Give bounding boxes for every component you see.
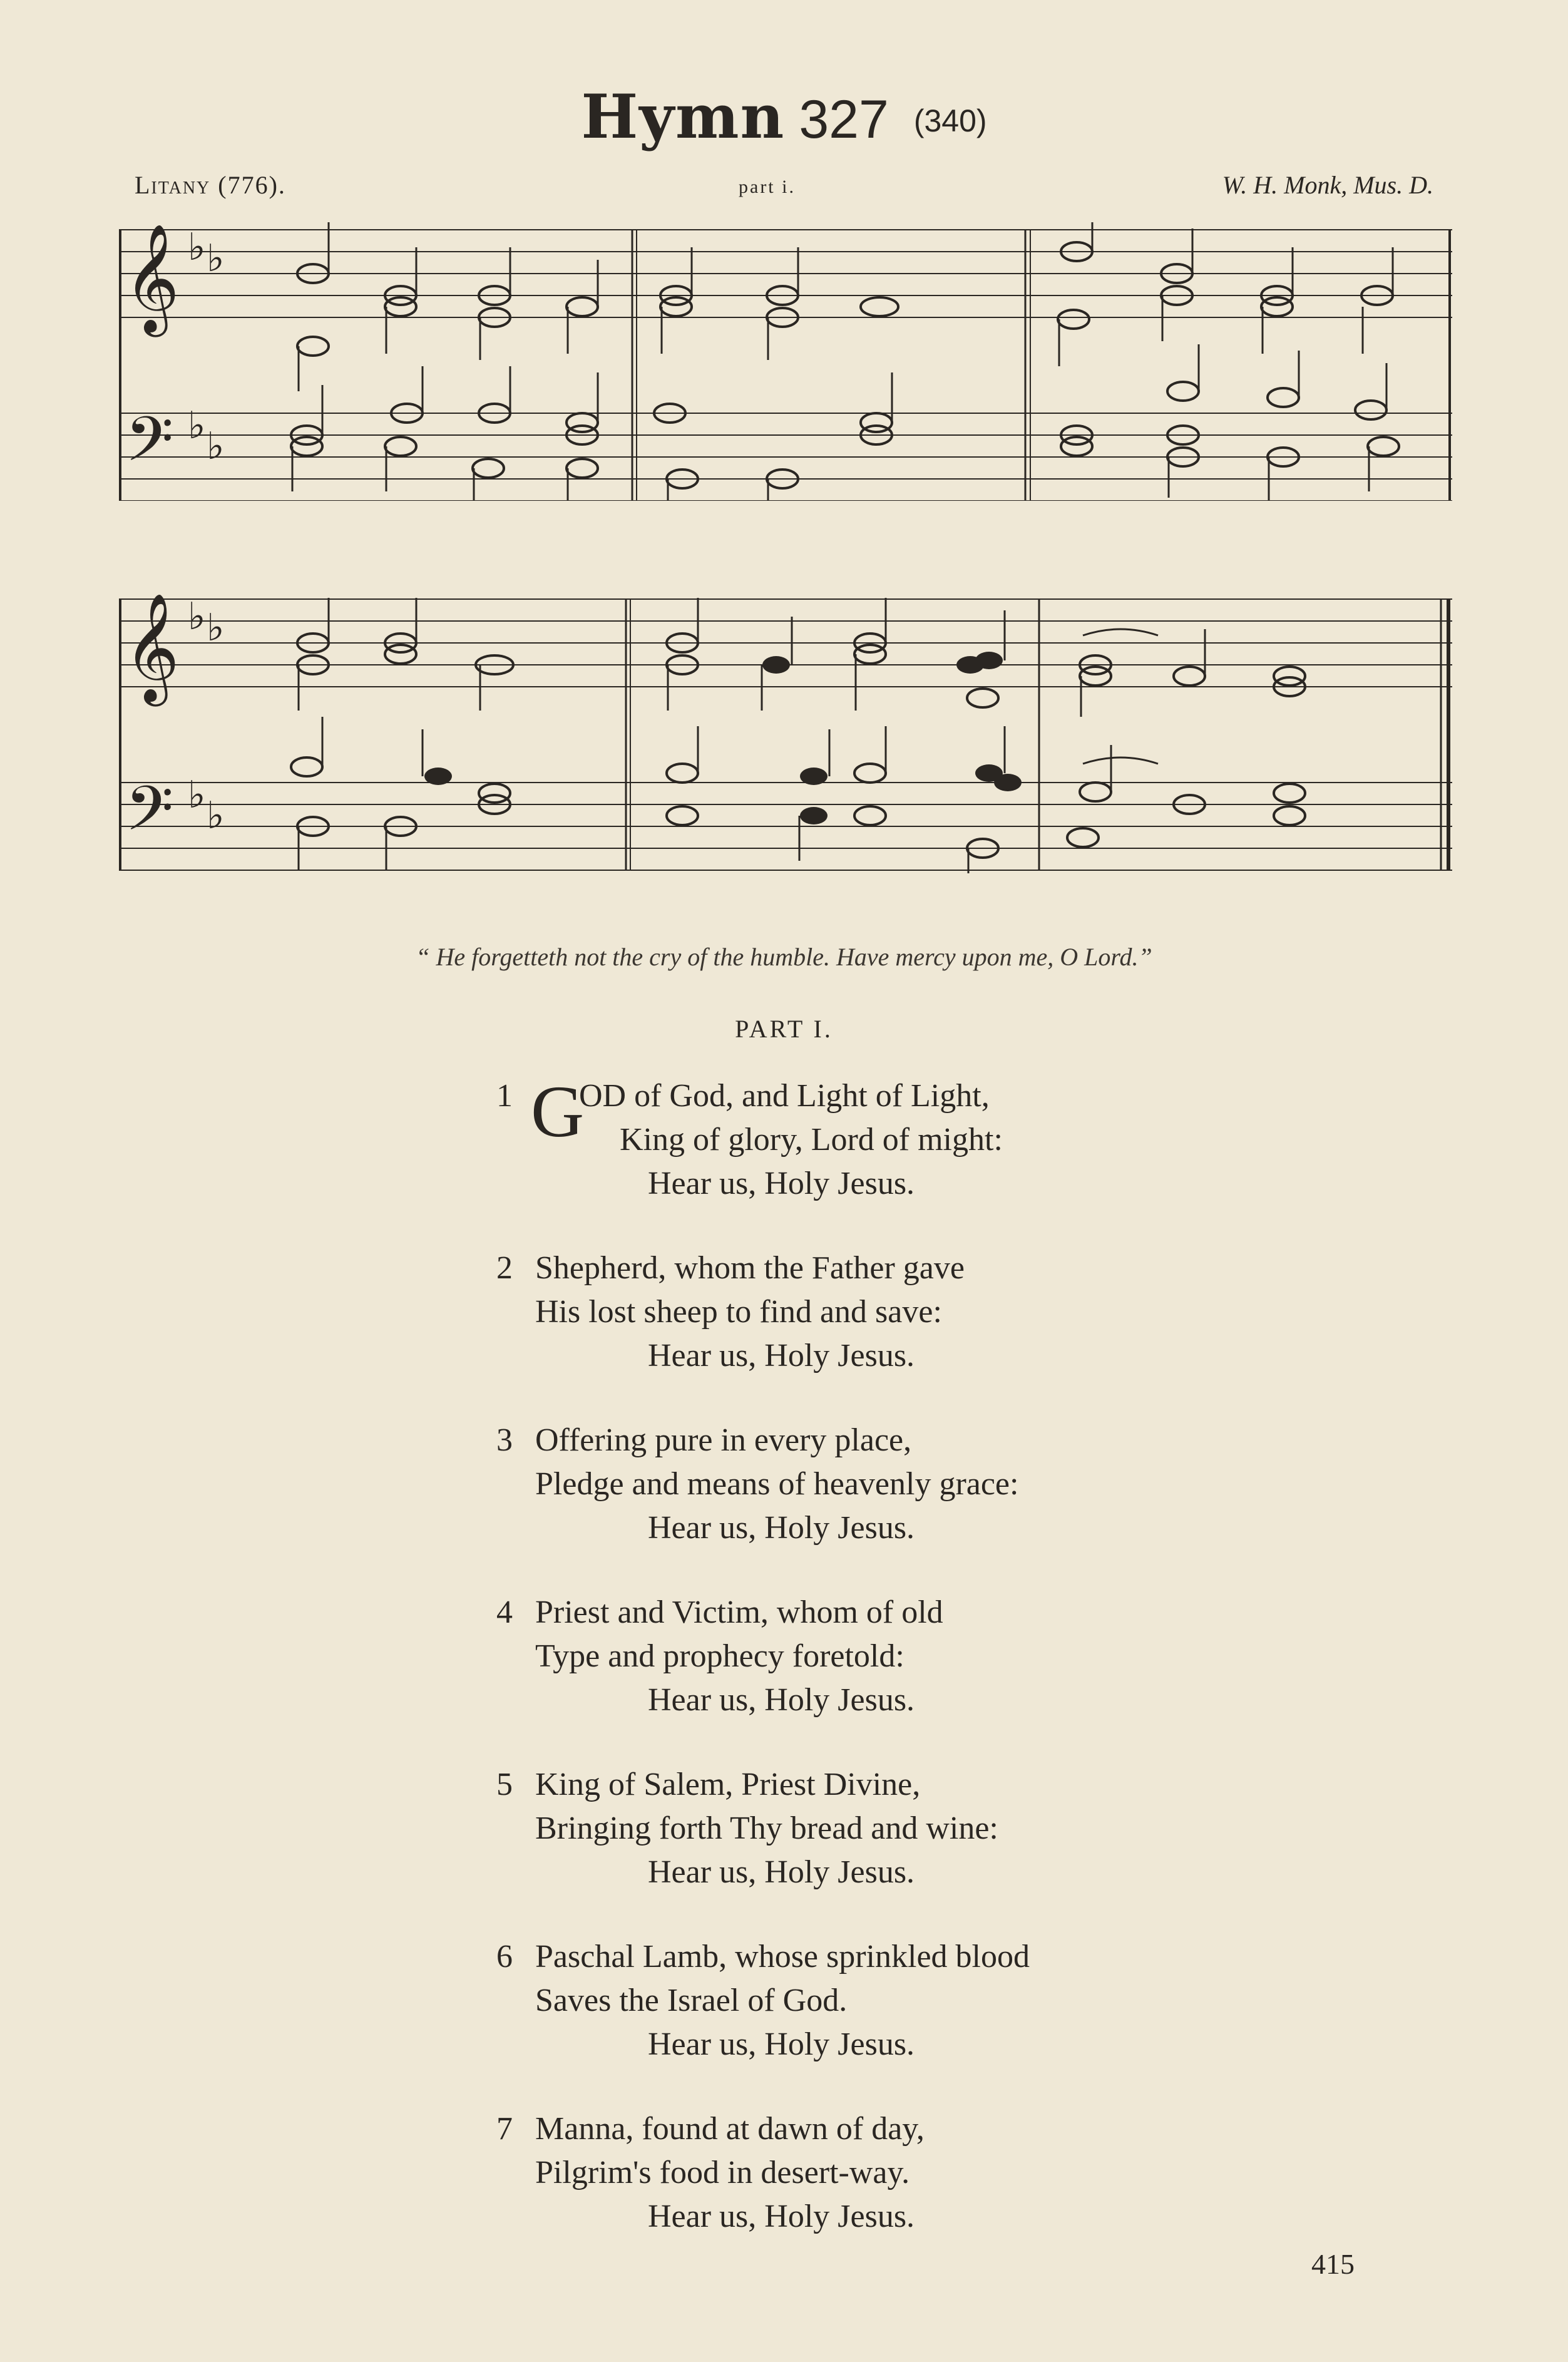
verse-7 xyxy=(0,2113,1568,2257)
verse-refrain: Hear us, Holy Jesus. xyxy=(648,1854,915,1890)
verse-refrain: Hear us, Holy Jesus. xyxy=(648,1166,915,1201)
verse-number: 4 xyxy=(496,1594,513,1630)
verse-refrain: Hear us, Holy Jesus. xyxy=(648,1682,915,1718)
verse-number: 1 xyxy=(496,1078,513,1114)
verse-refrain: Hear us, Holy Jesus. xyxy=(648,1338,915,1374)
verse-line-1: OD of God, and Light of Light, xyxy=(579,1078,990,1114)
part-label: part i. xyxy=(739,177,796,197)
hymn-title-word: Hymn xyxy=(581,81,786,152)
svg-text:𝄢: 𝄢 xyxy=(125,404,174,491)
verse-line-2: Bringing forth Thy bread and wine: xyxy=(535,1810,998,1846)
page-number: 415 xyxy=(1311,2248,1355,2280)
music-system-2 xyxy=(119,592,1452,873)
verse-number: 2 xyxy=(496,1250,513,1286)
svg-text:♭: ♭ xyxy=(207,794,225,838)
verse-number: 7 xyxy=(496,2111,513,2147)
verse-1 xyxy=(0,1071,1568,1224)
svg-text:♭: ♭ xyxy=(188,404,206,448)
verse-line-1: King of Salem, Priest Divine, xyxy=(535,1767,921,1802)
svg-text:♭: ♭ xyxy=(188,773,206,817)
verse-refrain: Hear us, Holy Jesus. xyxy=(648,2026,915,2062)
svg-text:♭: ♭ xyxy=(207,606,225,650)
verse-2 xyxy=(0,1252,1568,1396)
svg-text:𝄢: 𝄢 xyxy=(125,773,174,860)
verse-refrain: Hear us, Holy Jesus. xyxy=(648,1510,915,1546)
verse-line-1: Priest and Victim, whom of old xyxy=(535,1594,943,1630)
verse-number: 6 xyxy=(496,1939,513,1974)
verse-line-2: Saves the Israel of God. xyxy=(535,1983,848,2018)
verse-line-1: Shepherd, whom the Father gave xyxy=(535,1250,965,1286)
music-score-1 xyxy=(119,222,1452,501)
hymn-alt-number: (340) xyxy=(913,103,987,138)
verse-refrain: Hear us, Holy Jesus. xyxy=(648,2199,915,2234)
verse-line-1: Offering pure in every place, xyxy=(535,1422,912,1458)
verse-line-2: His lost sheep to find and save: xyxy=(535,1294,942,1330)
verse-3 xyxy=(0,1424,1568,1568)
composer: W. H. Monk, Mus. D. xyxy=(1222,171,1433,199)
svg-text:♭: ♭ xyxy=(207,424,225,468)
epigraph: “ He forgetteth not the cry of the humble. Have mercy upon me, O Lord.” xyxy=(416,943,1152,971)
verse-line-1: Paschal Lamb, whose sprinkled blood xyxy=(535,1939,1030,1974)
verse-number: 5 xyxy=(496,1767,513,1802)
svg-text:♭: ♭ xyxy=(188,225,206,269)
verse-line-2: Type and prophecy foretold: xyxy=(535,1638,904,1674)
verse-line-2: King of glory, Lord of might: xyxy=(620,1122,1003,1158)
verse-line-2: Pledge and means of heavenly grace: xyxy=(535,1466,1019,1502)
verse-4 xyxy=(0,1596,1568,1740)
svg-text:♭: ♭ xyxy=(207,237,225,280)
hymn-number: 327 xyxy=(799,90,889,150)
verse-line-1: Manna, found at dawn of day, xyxy=(535,2111,925,2147)
svg-text:𝄞: 𝄞 xyxy=(124,223,180,332)
tune-name: Litany (776). xyxy=(135,171,286,199)
part-heading: PART I. xyxy=(735,1015,833,1043)
verse-6 xyxy=(0,1941,1568,2085)
verse-line-2: Pilgrim's food in desert-way. xyxy=(535,2155,910,2190)
svg-text:𝄞: 𝄞 xyxy=(124,593,180,702)
drop-cap: G xyxy=(531,1071,585,1153)
verse-number: 3 xyxy=(496,1422,513,1458)
music-system-1 xyxy=(119,222,1452,501)
svg-text:♭: ♭ xyxy=(188,595,206,639)
hymn-title xyxy=(0,81,1568,152)
verse-5 xyxy=(0,1769,1568,1913)
music-score-2 xyxy=(119,592,1452,873)
